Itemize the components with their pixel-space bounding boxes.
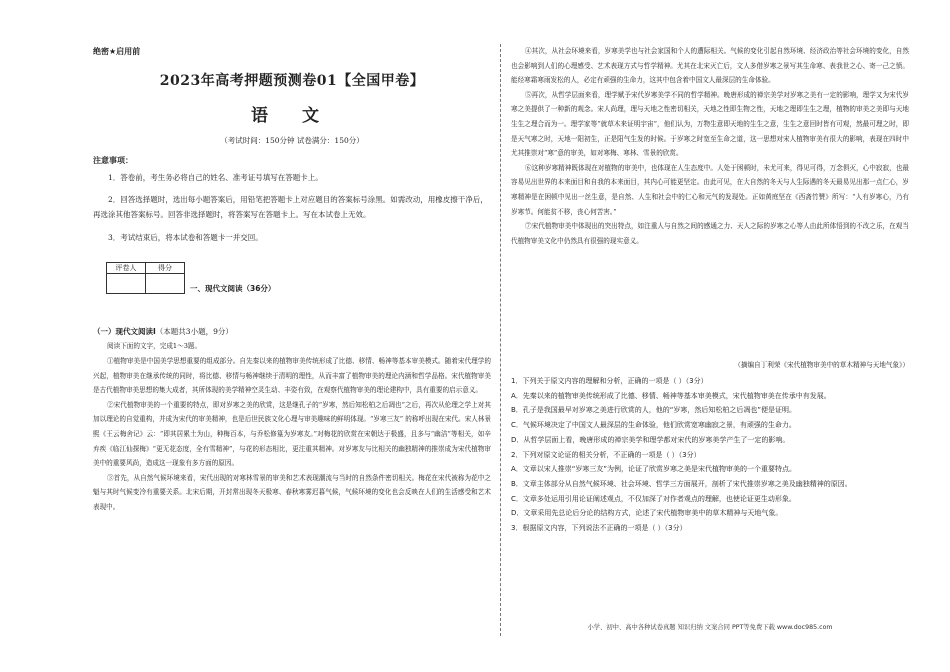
part-heading	[93, 326, 233, 337]
score-box	[106, 262, 185, 294]
instruction: 阅读下面的文字，完成1～3题。	[107, 342, 202, 350]
question-item: C．文章多处运用引用论证阐述观点，不仅加深了对作者观点的理解，也使论证更生动形象。	[511, 494, 796, 503]
notice-item: 1．答卷前，考生务必将自己的姓名、准考证号填写在答题卡上。	[108, 173, 323, 182]
passage-paragraph: ⑥这种岁寒精神既体现在对植物的审美中，也体现在人生态度中。人处于困顿时，未尤可来，得见可得，万念俱灭，心中寂寂，也最容易见出世界的本来面目和自我的本来面目，其内心可能更坚定。由此可见，在大自然的冬天与人生际遇的冬天最易见出那一点仁心，岁寒精神是在困顿中见出一丝生意，是自然、人生和社会中的仁心和元气的发现处。正如黄庭坚在《西斋竹赞》所写：“人有岁寒心，乃有岁寒节。何能贫不移，丧心何苦害。”	[511, 163, 909, 216]
passage-source: （摘编自丁利荣《宋代植物审美中的草木精神与天地气象》）	[734, 361, 909, 369]
page-footer: 小学、初中、高中各种试卷真题 知识归纳 文案合同 PPT等免费下载 www.doc985.com	[587, 624, 833, 631]
notice-list	[93, 192, 491, 222]
score-box-score-label: 得分	[146, 263, 185, 274]
score-box-grader-label: 评卷人	[107, 263, 146, 274]
question-item: 2．下列对原文论证的相关分析，不正确的一项是（ ）（3分）	[511, 450, 701, 459]
passage-paragraph: ①植物审美是中国美学思想重要的组成部分。自先秦以来的植物审美传统形成了比德、移情、畅神等基本审美模式。随着宋代理学的兴起，植物审美在继承传统的同时，将比德、移情与畅神继续于清明的理性，从而丰富了植物审美的理论内涵和哲学品格。宋代植物审美是古代植物审美思想的集大成者，其所体现的美学精神空灵生动、丰姿有致，在观察代植物审美的理论建构中，具有重要的启示意义。	[93, 357, 491, 395]
question-item: D．从哲学层面上看，晚唐形成的禅宗美学和理学都对宋代的岁寒美学产生了一定的影响。	[511, 435, 790, 444]
passage-paragraph: ⑦宋代植物审美中体现出的突出特点，如注重人与自然之间的感通之力、天人之际的岁寒之心等人由此所体悟到的不改之乐，在观当代植物审美文化中仍然具有很强的现实意义。	[511, 222, 909, 245]
exam-title: 2023年高考押题预测卷01【全国甲卷】	[159, 73, 425, 89]
question-item: B．孔子是我国最早对岁寒之美进行欣赏的人，他的“岁寒，然后知松柏之后凋也”便是证明。	[511, 406, 797, 415]
question-item: A．文章以宋人推崇“岁寒三友”为例，论证了欣赏岁寒之美是宋代植物审美的一个重要特点。	[511, 465, 797, 474]
question-item: C．气候环境决定了中国文人最深层的生命体验，他们欣赏宽寒幽寂之景，有顽强的生命力。	[511, 421, 796, 430]
notice-item: 3．考试结束后，将本试卷和答题卡一并交回。	[108, 233, 263, 242]
part-detail: （本题共3小题，9分）	[155, 327, 233, 336]
subject-title: 语 文	[251, 106, 333, 126]
notice-list	[93, 230, 491, 245]
secret-label: 绝密★启用前	[93, 47, 141, 56]
question-list	[511, 374, 909, 536]
score-box-score-cell	[146, 274, 185, 294]
exam-meta: （考试时间：150分钟 试卷满分：150分）	[220, 136, 364, 145]
question-item: 1．下列关于原文内容的理解和分析，正确的一项是（ ）（3分）	[511, 377, 708, 385]
passage-paragraph: ④其次，从社会环境来看，岁寒美学也与社会家国和个人的遭际相关。气候的变化引起自然环境、经济政治等社会环境的变化，自然也会影响到人们的心理感受、艺术表现方式与哲学精神。尤其在北宋灭亡后，文人多借岁寒之景写其生命寒、表我世之心、寄一己之愤。能经寒霜寒雨发松的人，必定有顽强的生命力，这其中包含着中国文人最深层的生命体验。	[511, 47, 909, 85]
column-divider	[500, 44, 501, 636]
passage-paragraph: ③首先，从自然气候环境来看，宋代出现的对寒林雪景的审美和艺术表现潮流与当时的自然条件密切相关。梅花在宋代被称为花中之魁与其时气候变冷有重要关系。北宋后期，开封常出现冬天极寒、春秋寒雾迟暮气候，气候环境的变化也会反映在人们的生活感受和艺术表现中。	[93, 473, 491, 511]
notice-list	[93, 170, 491, 185]
passage-left	[93, 354, 491, 515]
notice-item: 2．回答选择题时，选出每小题答案后，用铅笔把答题卡上对应题目的答案标号涂黑。如需改动，用橡皮擦干净后，再选涂其他答案标号。回答非选择题时，将答案写在答题卡上。写在本试卷上无效。	[93, 195, 488, 219]
passage-paragraph: ⑤再次，从哲学层面来看，理学赋予宋代岁寒美学不同的哲学精神。晚唐形成的禅宗美学对岁寒之美有一定的影响，理学又为宋代岁寒之美提供了一种新的观念。宋人尚理，理与天地之性密切相关，天地之性即生物之性，天地之理即生生之理，植物的审美之美即与天地生生之理合而为一。理学家等“就草木来证明宇宙”，他们认为，万物生意即天地的生生之意，生生之意回时皆有可观，然最可理之时，即是天气寒之时，天地一阳初生，正是阳气生发的时候。于岁寒之时宽至生命之道，这一思想对宋人植物审美有很大的影响，表现在四时中尤其推崇对“寒”意的审美，如对寒梅、寒林、雪景的欣赏。	[511, 90, 909, 158]
instruction-block	[93, 339, 491, 354]
passage-paragraph: ②宋代植物审美的一个重要的特点，即对岁寒之美的欣赏，这是继孔子的“岁寒，然后知松柏之后凋也”之后，再次从伦理之学上对其加以理论的自觉重构，并成为宋代的审美精神，也是后世民族文化心理与审美趣味的鲜明体现。“岁寒三友” 的称呼出现在宋代。宋人林景熙《王云梅舍记》云：“即其居累土为山，种梅百本，与乔松修篁为岁寒友。”对梅花的欣赏在宋朝达于极盛，且多与“幽洁”等相关，如辛弃疾《临江仙探梅》“更无花态度，全有雪精神”，与花的形态相比，更注重其精神。对岁寒友与比相关的幽独精神的推崇成为宋代植物审美中的重要风尚，造成这一现象有多方面的原因。	[93, 400, 491, 468]
question-item: B．文章主体部分从自然气候环境、社会环境、哲学三方面展开，剖析了宋代推崇岁寒之美及幽独精神的原因。	[511, 479, 852, 488]
question-item: 3．根据原文内容，下列说法不正确的一项是（ ）（3分）	[511, 524, 687, 533]
question-item: A．先秦以来的植物审美传统形成了比德、移情、畅神等基本审美模式，宋代植物审美在传承中有发展。	[511, 391, 831, 400]
passage-right	[511, 44, 909, 248]
notice-heading: 注意事项：	[93, 156, 133, 165]
section-heading: 一、现代文阅读（36分）	[190, 284, 276, 293]
question-item: D．文章采用先总论后分论的结构方式，论述了宋代植物审美中的草木精神与天地气象。	[511, 509, 783, 518]
part-title: （一）现代文阅读Ⅰ	[93, 327, 156, 336]
score-box-grader-cell	[107, 274, 146, 294]
